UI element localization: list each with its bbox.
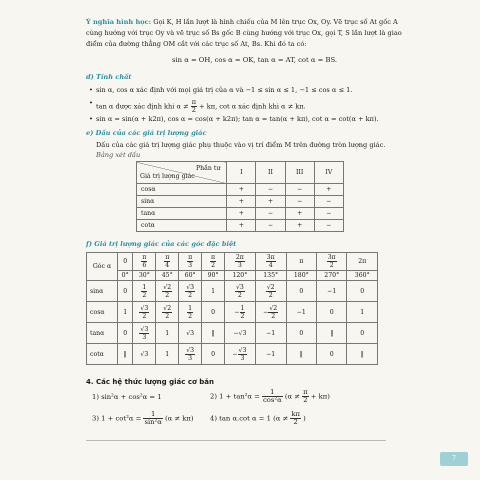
value-header-label: Giá trị lượng giác <box>140 173 195 180</box>
radian-cell: 2π <box>347 253 378 271</box>
identity-3-fraction: $\frac{1}{\text{sin²α}}$ <box>144 410 162 426</box>
degree-cell: 270° <box>317 271 347 281</box>
radian-cell: $\frac{\pi}{4}$ <box>156 253 179 271</box>
sign-cell: − <box>314 208 343 220</box>
value-cell: $\frac{√3}{2}$ <box>179 281 202 302</box>
value-cell: $\frac{√3}{2}$ <box>225 281 256 302</box>
sign-cell: − <box>314 220 343 232</box>
value-cell: $\frac{1}{2}$ <box>179 302 202 323</box>
value-cell: 0 <box>202 302 225 323</box>
special-angles-table <box>86 252 378 365</box>
page-number-badge: 7 <box>440 452 468 466</box>
degree-cell: 180° <box>286 271 316 281</box>
sign-table <box>136 161 344 232</box>
value-cell: ‖ <box>317 323 347 344</box>
value-cell: 0 <box>118 281 133 302</box>
value-cell: ‖ <box>347 344 378 365</box>
sign-row-label: tanα <box>137 208 227 220</box>
value-cell: 1 <box>202 281 225 302</box>
degree-row <box>87 271 378 281</box>
quadrant-2: II <box>256 162 285 184</box>
value-cell: $\frac{√3}{2}$ <box>133 302 156 323</box>
value-row-sin <box>87 281 378 302</box>
identity-4-end: ) <box>303 414 306 423</box>
identity-4 <box>210 411 306 426</box>
radian-cell: 0 <box>118 253 133 271</box>
quadrant-header-label: Phần tư <box>195 165 221 172</box>
value-cell: −1 <box>317 281 347 302</box>
sign-row-label: cosα <box>137 184 227 196</box>
identity-2-fraction: $\frac{1}{\text{cos²α}}$ <box>262 388 282 404</box>
sign-cell: + <box>285 208 314 220</box>
property-bullet-2 <box>96 99 306 114</box>
value-cell: $\frac{√2}{2}$ <box>156 281 179 302</box>
value-cell: − $\frac{√3}{3}$ <box>225 344 256 365</box>
identity-2-cond-end: + kπ) <box>310 392 330 401</box>
value-row-cot <box>87 344 378 365</box>
value-cell: 0 <box>347 323 378 344</box>
value-cell: $\frac{1}{2}$ <box>133 281 156 302</box>
sign-cell: + <box>285 220 314 232</box>
identity-2-pi-2: $\frac{\pi}{2}$ <box>303 388 308 404</box>
sign-row-label: sinα <box>137 196 227 208</box>
bullet-2-part-b: + kπ, cot α xác định khi α ≠ kπ. <box>199 102 306 111</box>
degree-cell: 45° <box>156 271 179 281</box>
radian-cell: $\frac{2\pi}{3}$ <box>225 253 256 271</box>
degree-cell: 30° <box>133 271 156 281</box>
sign-row-cosα <box>137 184 344 196</box>
degree-cell: 135° <box>255 271 286 281</box>
sign-cell: + <box>227 196 256 208</box>
geo-line-2: cùng hướng với trục Oy và vẽ trục số Bs gốc B cùng hướng với trục Ox, gọi T, S lần lượt là giao <box>86 29 402 37</box>
value-cell: $\frac{√3}{3}$ <box>179 344 202 365</box>
value-row-label: sinα <box>87 281 118 302</box>
radian-row <box>87 253 378 271</box>
value-cell: −1 <box>255 344 286 365</box>
quadrant-1: I <box>227 162 256 184</box>
property-bullet-1: • sin α, cos α xác định với mọi giá trị của α và −1 ≤ sin α ≤ 1, −1 ≤ cos α ≤ 1. <box>96 86 352 95</box>
value-cell: ‖ <box>202 323 225 344</box>
value-cell: −1 <box>255 323 286 344</box>
quadrant-3: III <box>285 162 314 184</box>
identity-3-cond: (α ≠ kπ) <box>164 414 194 423</box>
value-cell: −√3 <box>225 323 256 344</box>
section-e-description: Dấu của các giá trị lượng giác phụ thuộc vào vị trí điểm M trên đường tròn lượng giác. <box>96 141 386 149</box>
value-cell: 1 <box>118 302 133 323</box>
radian-cell: π <box>286 253 316 271</box>
geo-heading: Ý nghĩa hình học: <box>86 18 152 26</box>
radian-cell: $\frac{\pi}{3}$ <box>179 253 202 271</box>
degree-cell: 60° <box>179 271 202 281</box>
section-f-title: f) Giá trị lượng giác của các góc đặc biệt <box>86 240 237 248</box>
sign-cell: − <box>256 220 285 232</box>
value-cell: $\frac{√3}{3}$ <box>133 323 156 344</box>
sign-table-corner <box>137 162 227 184</box>
sign-cell: − <box>314 196 343 208</box>
value-cell: − $\frac{√2}{2}$ <box>255 302 286 323</box>
degree-cell: 0° <box>118 271 133 281</box>
value-cell: 0 <box>317 344 347 365</box>
geo-line-3: điểm của đường thẳng OM cắt với các trục số At, Bs. Khi đó ta có: <box>86 40 307 48</box>
radian-cell: $\frac{3\pi}{4}$ <box>255 253 286 271</box>
value-cell: ‖ <box>286 344 316 365</box>
degree-cell: 120° <box>225 271 256 281</box>
pi-over-2-fraction: $\frac{\pi}{2}$ <box>191 98 197 114</box>
value-cell: ‖ <box>118 344 133 365</box>
value-cell: −1 <box>286 302 316 323</box>
bullet-2-part-a: tan α được xác định khi α ≠ <box>96 102 189 111</box>
sign-row-cotα <box>137 220 344 232</box>
section-d-title: d) Tính chất <box>86 73 132 81</box>
geo-line-1: Gọi K, H lần lượt là hình chiếu của M lên trục Ox, Oy. Vẽ trục số At gốc A <box>153 18 398 26</box>
identity-4-lhs: 4) tan α.cot α = 1 (α ≠ <box>210 414 289 423</box>
sign-cell: − <box>256 208 285 220</box>
value-row-label: tanα <box>87 323 118 344</box>
value-cell: 0 <box>202 344 225 365</box>
sign-row-sinα <box>137 196 344 208</box>
value-cell: $\frac{√2}{2}$ <box>255 281 286 302</box>
geo-paragraph <box>86 18 398 27</box>
value-row-label: cotα <box>87 344 118 365</box>
identity-4-fraction: $\frac{k\pi}{2}$ <box>291 410 300 426</box>
section-4-title: 4. Các hệ thức lượng giác cơ bản <box>86 378 214 386</box>
value-cell: 0 <box>347 281 378 302</box>
value-cell: √3 <box>133 344 156 365</box>
value-cell: 1 <box>156 323 179 344</box>
value-cell: 1 <box>156 344 179 365</box>
sign-row-tanα <box>137 208 344 220</box>
value-cell: 0 <box>286 281 316 302</box>
quadrant-4: IV <box>314 162 343 184</box>
value-cell: 0 <box>118 323 133 344</box>
value-cell: $\frac{√2}{2}$ <box>156 302 179 323</box>
value-cell: √3 <box>179 323 202 344</box>
value-cell: − $\frac{1}{2}$ <box>225 302 256 323</box>
radian-cell: $\frac{\pi}{2}$ <box>202 253 225 271</box>
value-row-label: cosα <box>87 302 118 323</box>
identity-3-lhs: 3) 1 + cot²α = <box>92 414 142 423</box>
angle-header: Góc α <box>87 253 118 281</box>
sign-cell: + <box>227 184 256 196</box>
identity-2-lhs: 2) 1 + tan²α = <box>210 392 260 401</box>
footer-rule <box>86 440 386 441</box>
value-cell: 0 <box>317 302 347 323</box>
value-cell: 0 <box>286 323 316 344</box>
value-row-cos <box>87 302 378 323</box>
sign-cell: + <box>256 196 285 208</box>
sign-row-label: cotα <box>137 220 227 232</box>
geo-formula: sin α = OH, cos α = OK, tan α = AT, cot α = BS. <box>172 56 338 64</box>
value-row-tan <box>87 323 378 344</box>
sign-cell: + <box>227 208 256 220</box>
identity-2-cond: (α ≠ <box>284 392 300 401</box>
degree-cell: 90° <box>202 271 225 281</box>
radian-cell: $\frac{\pi}{6}$ <box>133 253 156 271</box>
identity-3 <box>92 411 193 426</box>
sign-cell: − <box>256 184 285 196</box>
property-bullet-3: • sin α = sin(α + k2π), cos α = cos(α + k2π); tan α = tan(α + kπ), cot α = cot(α + kπ). <box>96 115 379 124</box>
identity-2 <box>210 389 330 404</box>
degree-cell: 360° <box>347 271 378 281</box>
identity-1: 1) sin²α + cos²α = 1 <box>92 393 162 401</box>
sign-cell: + <box>314 184 343 196</box>
sign-table-caption: Bảng xét dấu <box>96 151 141 159</box>
sign-cell: − <box>285 196 314 208</box>
sign-cell: + <box>227 220 256 232</box>
value-cell: 1 <box>347 302 378 323</box>
sign-cell: − <box>285 184 314 196</box>
radian-cell: $\frac{3\pi}{2}$ <box>317 253 347 271</box>
section-e-title: e) Dấu của các giá trị lượng giác <box>86 129 207 137</box>
